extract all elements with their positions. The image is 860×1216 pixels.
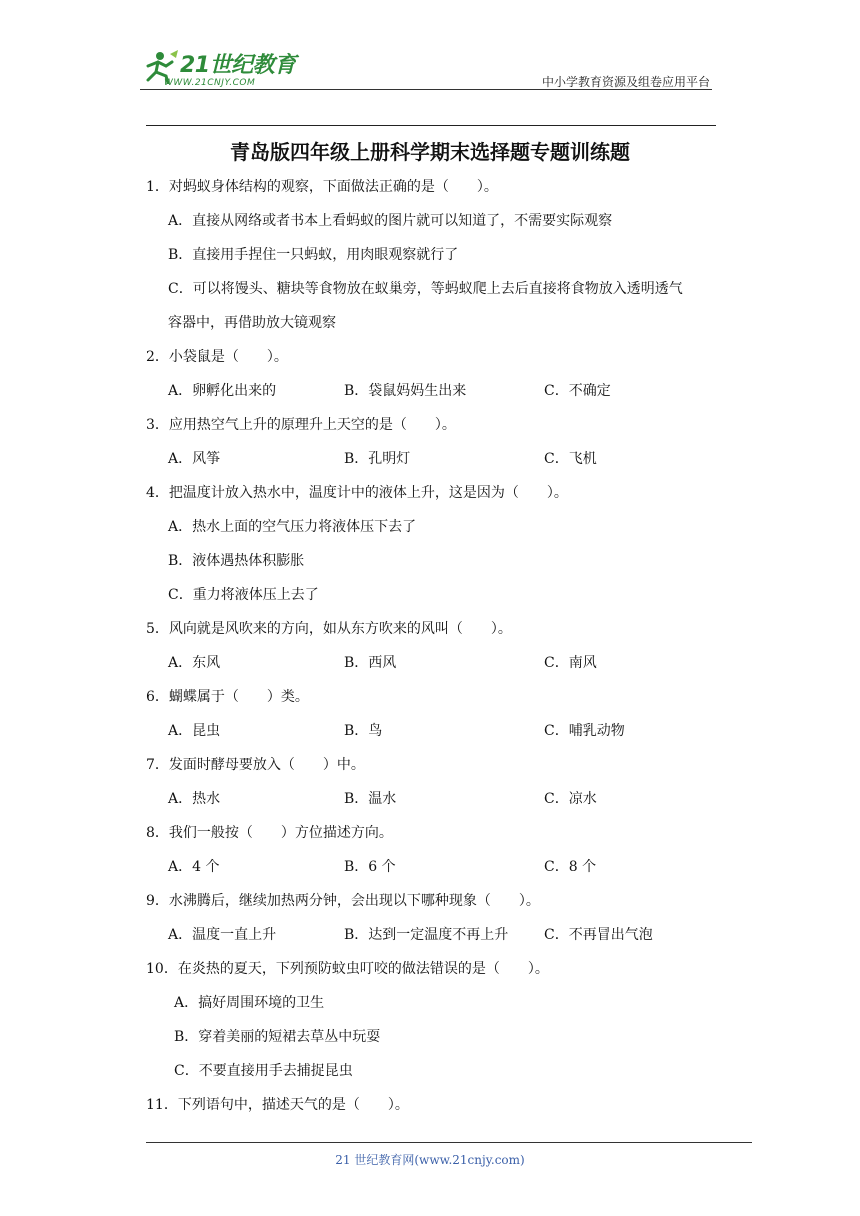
question-3: 3．应用热空气上升的原理升上天空的是（ ）。 — [146, 417, 456, 433]
option-4a: A．热水上面的空气压力将液体压下去了 — [168, 519, 417, 535]
platform-label: 中小学教育资源及组卷应用平台 — [541, 75, 710, 89]
option-7a: A．热水 — [168, 791, 221, 807]
option-8b: B．6 个 — [344, 859, 396, 875]
option-5a: A．东风 — [168, 655, 221, 671]
option-1c-continued: 容器中，再借助放大镜观察 — [168, 315, 336, 331]
option-9c: C．不再冒出气泡 — [544, 927, 653, 943]
option-3a: A．风筝 — [168, 451, 221, 467]
option-7b: B．温水 — [344, 791, 397, 807]
options-row-9 — [146, 924, 726, 958]
page-title: 青岛版四年级上册科学期末选择题专题训练题 — [230, 140, 630, 164]
option-1b: B．直接用手捏住一只蚂蚁，用肉眼观察就行了 — [168, 247, 459, 263]
options-row-6 — [146, 720, 726, 754]
options-row-8 — [146, 856, 726, 890]
options-row-2 — [146, 380, 726, 414]
header-divider — [140, 89, 712, 90]
question-1: 1．对蚂蚁身体结构的观察，下面做法正确的是（ ）。 — [146, 179, 498, 195]
options-row-5 — [146, 652, 726, 686]
question-list — [146, 176, 726, 1128]
option-8c: C．8 个 — [544, 859, 597, 875]
option-10c: C．不要直接用手去捕捉昆虫 — [174, 1063, 353, 1079]
option-2c: C．不确定 — [544, 383, 611, 399]
options-row-3 — [146, 448, 726, 482]
question-7: 7．发面时酵母要放入（ ）中。 — [146, 757, 365, 773]
title-divider — [146, 125, 716, 126]
question-11: 11．下列语句中，描述天气的是（ ）。 — [146, 1097, 409, 1113]
logo-url: WWW.21CNJY.COM — [164, 78, 256, 88]
options-row-7 — [146, 788, 726, 822]
option-3b: B．孔明灯 — [344, 451, 411, 467]
option-3c: C．飞机 — [544, 451, 597, 467]
footer-source[interactable]: 21 世纪教育网(www.21cnjy.com) — [335, 1153, 525, 1167]
question-6: 6．蝴蝶属于（ ）类。 — [146, 689, 309, 705]
option-1a: A．直接从网络或者书本上看蚂蚁的图片就可以知道了，不需要实际观察 — [168, 213, 613, 229]
option-9a: A．温度一直上升 — [168, 927, 277, 943]
option-9b: B．达到一定温度不再上升 — [344, 927, 509, 943]
question-2: 2．小袋鼠是（ ）。 — [146, 349, 288, 365]
question-8: 8．我们一般按（ ）方位描述方向。 — [146, 825, 393, 841]
option-8a: A．4 个 — [168, 859, 220, 875]
option-4b: B．液体遇热体积膨胀 — [168, 553, 305, 569]
question-9: 9．水沸腾后，继续加热两分钟，会出现以下哪种现象（ ）。 — [146, 893, 540, 909]
option-10a: A．搞好周围环境的卫生 — [174, 995, 325, 1011]
page-header — [140, 40, 712, 90]
option-1c: C．可以将馒头、糖块等食物放在蚁巢旁，等蚂蚁爬上去后直接将食物放入透明透气 — [168, 281, 683, 297]
option-2b: B．袋鼠妈妈生出来 — [344, 383, 467, 399]
question-10: 10．在炎热的夏天，下列预防蚊虫叮咬的做法错误的是（ ）。 — [146, 961, 549, 977]
question-5: 5．风向就是风吹来的方向，如从东方吹来的风叫（ ）。 — [146, 621, 512, 637]
option-6a: A．昆虫 — [168, 723, 221, 739]
option-5b: B．西风 — [344, 655, 397, 671]
logo-text: 21世纪教育 — [180, 53, 296, 78]
option-2a: A．卵孵化出来的 — [168, 383, 277, 399]
footer-divider — [146, 1142, 752, 1143]
question-4: 4．把温度计放入热水中，温度计中的液体上升，这是因为（ ）。 — [146, 485, 568, 501]
option-6b: B．鸟 — [344, 723, 383, 739]
logo — [140, 46, 310, 90]
option-7c: C．凉水 — [544, 791, 597, 807]
option-6c: C．哺乳动物 — [544, 723, 625, 739]
option-10b: B．穿着美丽的短裙去草丛中玩耍 — [174, 1029, 381, 1045]
option-5c: C．南风 — [544, 655, 597, 671]
option-4c: C．重力将液体压上去了 — [168, 587, 319, 603]
